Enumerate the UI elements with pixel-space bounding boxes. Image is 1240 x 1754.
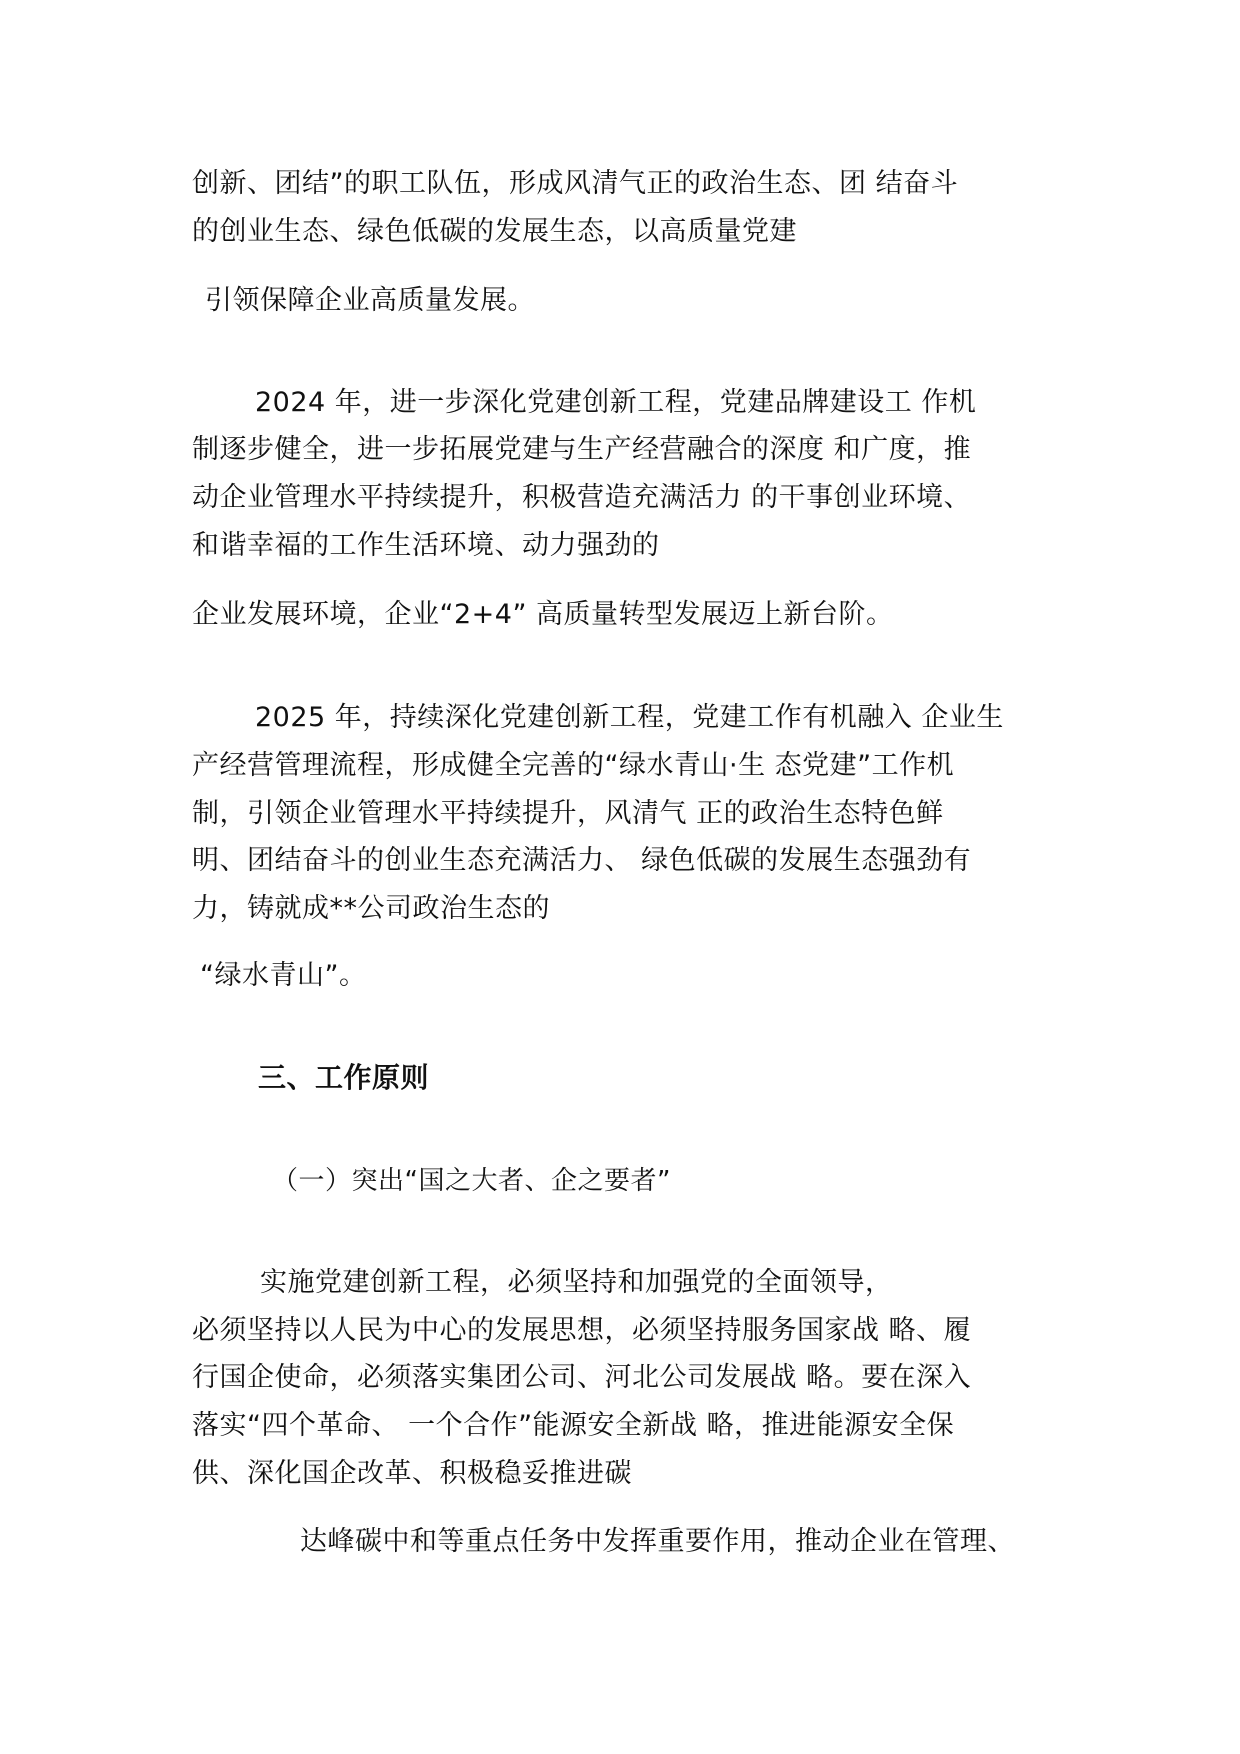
paragraph-principle-line: 必须坚持以人民为中心的发展思想，必须坚持服务国家战 略、履 (192, 1315, 972, 1346)
paragraph-principle-line: 实施党建创新工程，必须坚持和加强党的全面领导， (260, 1267, 893, 1298)
subsection-heading: （一）突出“国之大者、企之要者” (272, 1166, 671, 1196)
body-text-line: 创新、团结”的职工队伍，形成风清气正的政治生态、团 结奋斗 (192, 168, 959, 199)
paragraph-2025-line: 力，铸就成**公司政治生态的 (192, 893, 550, 924)
paragraph-2024-line: 2024 年，进一步深化党建创新工程，党建品牌建设工 作机 (255, 387, 977, 418)
paragraph-2024-line: 和谐幸福的工作生活环境、动力强劲的 (192, 530, 660, 561)
paragraph-2025-line: 明、团结奋斗的创业生态充满活力、 绿色低碳的发展生态强劲有 (192, 845, 972, 876)
paragraph-principle-line: 达峰碳中和等重点任务中发挥重要作用，推动企业在管理、 (300, 1526, 1015, 1557)
paragraph-principle-line: 行国企使命，必须落实集团公司、河北公司发展战 略。要在深入 (192, 1362, 972, 1393)
paragraph-2024-line: 动企业管理水平持续提升，积极营造充满活力 的干事创业环境、 (192, 482, 972, 513)
paragraph-2025-line: “绿水青山”。 (200, 960, 367, 991)
body-text-line: 引领保障企业高质量发展。 (205, 285, 535, 316)
paragraph-principle-line: 供、深化国企改革、积极稳妥推进碳 (192, 1458, 632, 1489)
paragraph-2024-line: 制逐步健全，进一步拓展党建与生产经营融合的深度 和广度，推 (192, 434, 972, 465)
paragraph-2025-line: 产经营管理流程，形成健全完善的“绿水青山·生 态党建”工作机 (192, 750, 955, 781)
section-heading: 三、工作原则 (258, 1061, 430, 1094)
body-text-line: 的创业生态、绿色低碳的发展生态，以高质量党建 (192, 216, 797, 247)
paragraph-principle-line: 落实“四个革命、 一个合作”能源安全新战 略，推进能源安全保 (192, 1410, 955, 1441)
paragraph-2025-line: 2025 年，持续深化党建创新工程，党建工作有机融入 企业生 (255, 702, 1004, 733)
paragraph-2024-line: 企业发展环境，企业“2+4” 高质量转型发展迈上新台阶。 (192, 599, 894, 630)
paragraph-2025-line: 制，引领企业管理水平持续提升，风清气 正的政治生态特色鲜 (192, 798, 944, 829)
